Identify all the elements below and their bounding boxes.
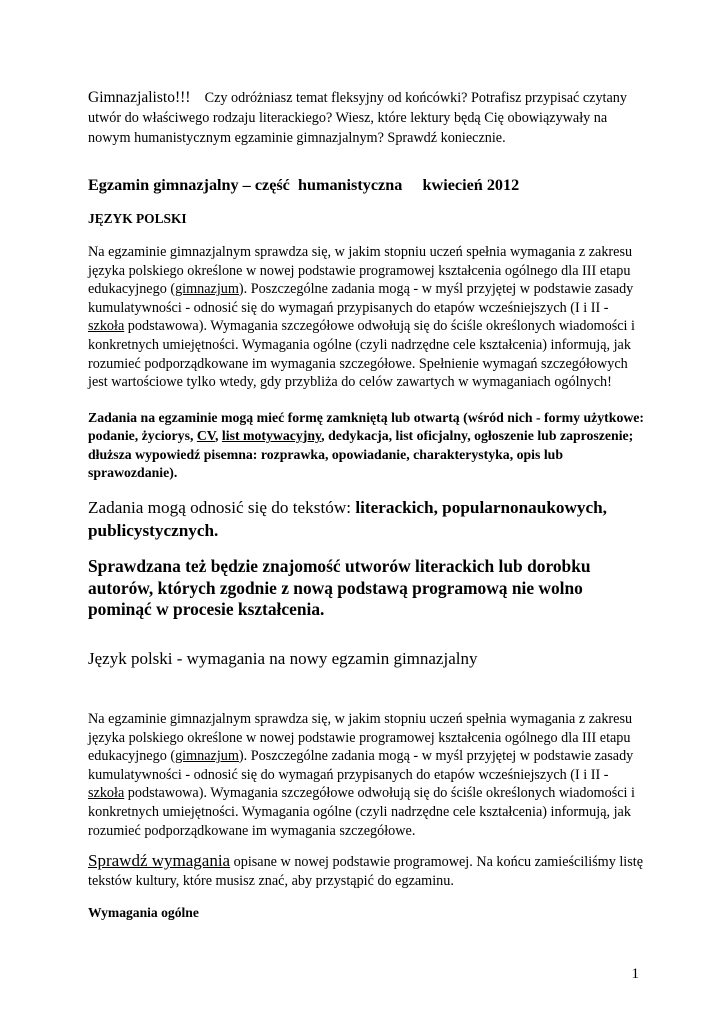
text-run: podstawowa). Wymagania szczegółowe odwołują się do ściśle określonych wiadomości i konkretnych umiejętności. Wymagania ogólne (czyli nadrzędne cele kształcenia) informują, jak rozumieć podporządkowane im wymagania szczegółowe. bbox=[88, 785, 635, 839]
link-sprawdz-wymagania[interactable]: Sprawdź wymagania bbox=[88, 851, 231, 870]
paragraph-exam-scope bbox=[88, 243, 648, 392]
link-list-motywacyjny[interactable]: list motywacyjny bbox=[221, 428, 322, 444]
paragraph-exam-scope-repeat bbox=[88, 710, 648, 840]
text-run: Na egzaminie gimnazjalnym sprawdza się, w jakim stopniu uczeń spełnia wymagania z zakresu języka polskiego określone w nowej podstawie programowej kształcenia ogólnego dla III etapu edukacyjnego ( bbox=[88, 244, 633, 298]
text-run: Zadania na egzaminie mogą mieć formę zamkniętą lub otwartą (wśród nich - formy użytkowe: podanie, życiorys, bbox=[88, 410, 645, 444]
paragraph-text-types bbox=[88, 496, 648, 542]
text-run: podstawowa). Wymagania szczegółowe odwołują się do ściśle określonych wiadomości i konkretnych umiejętności. Wymagania ogólne (czyli nadrzędne cele kształcenia) informują, jak rozumieć podporządkowane im wymagania szczegółowe. Spełnienie wymagań szczegółowych jest wartościowe tylko wtedy, gdy przybliża do celów zawartych w wymaganiach ogólnych! bbox=[88, 318, 635, 391]
intro-paragraph bbox=[88, 88, 648, 148]
intro-text: Czy odróżniasz temat fleksyjny od końcówki? Potrafisz przypisać czytany utwór do właściwego rodzaju literackiego? Wiesz, które lektury będą Cię obowiązywały na nowym humanistycznym egzaminie gimnazjalnym? Sprawdź koniecznie. bbox=[88, 90, 627, 146]
page-number: 1 bbox=[631, 966, 639, 982]
link-cv[interactable]: CV bbox=[196, 428, 215, 444]
requirements-heading: Język polski - wymagania na nowy egzamin gimnazjalny bbox=[88, 649, 478, 668]
text-run: , bbox=[215, 428, 222, 444]
text-types-bold: literackich, popularnonaukowych, publicystycznych. bbox=[88, 498, 607, 540]
text-run: ). Poszczególne zadania mogą - w myśl przyjętej w podstawie zasady kumulatywności - odnosić się do wymagań przypisanych do etapów wcześniejszych (I i II - bbox=[88, 281, 634, 316]
section-heading: JĘZYK POLSKI bbox=[88, 211, 187, 226]
paragraph-check-requirements bbox=[88, 851, 648, 891]
intro-lead: Gimnazjalisto!!! bbox=[88, 89, 191, 106]
paragraph-task-forms bbox=[88, 409, 648, 483]
text-run: opisane w nowej podstawie programowej. Na końcu zamieściliśmy listę tekstów kultury, które musisz znać, aby przystąpić do egzaminu. bbox=[88, 854, 644, 889]
text-run: , dedykacja, list oficjalny, ogłoszenie lub zaproszenie; dłuższa wypowiedź pisemna: rozprawka, opowiadanie, charakterystyka, opis lub sprawozdanie). bbox=[88, 428, 634, 481]
text-run: ). Poszczególne zadania mogą - w myśl przyjętej w podstawie zasady kumulatywności - odnosić się do wymagań przypisanych do etapów wcześniejszych (I i II - bbox=[88, 748, 634, 783]
link-szkola[interactable]: szkoła bbox=[88, 785, 125, 802]
exam-heading: Egzamin gimnazjalny – część humanistyczna kwiecień 2012 bbox=[88, 176, 520, 194]
text-run: Na egzaminie gimnazjalnym sprawdza się, w jakim stopniu uczeń spełnia wymagania z zakresu języka polskiego określone w nowej podstawie programowej kształcenia ogólnego dla III etapu edukacyjnego ( bbox=[88, 711, 633, 765]
link-gimnazjum[interactable]: gimnazjum bbox=[175, 748, 239, 765]
general-requirements-heading: Wymagania ogólne bbox=[88, 905, 199, 920]
text-run: Zadania mogą odnosić się do tekstów: bbox=[88, 498, 356, 517]
link-szkola[interactable]: szkoła bbox=[88, 318, 125, 335]
link-gimnazjum[interactable]: gimnazjum bbox=[175, 281, 239, 298]
paragraph-literary-knowledge: Sprawdzana też będzie znajomość utworów literackich lub dorobku autorów, których zgodnie z nową podstawą programową nie wolno pominąć w procesie kształcenia. bbox=[88, 556, 591, 620]
